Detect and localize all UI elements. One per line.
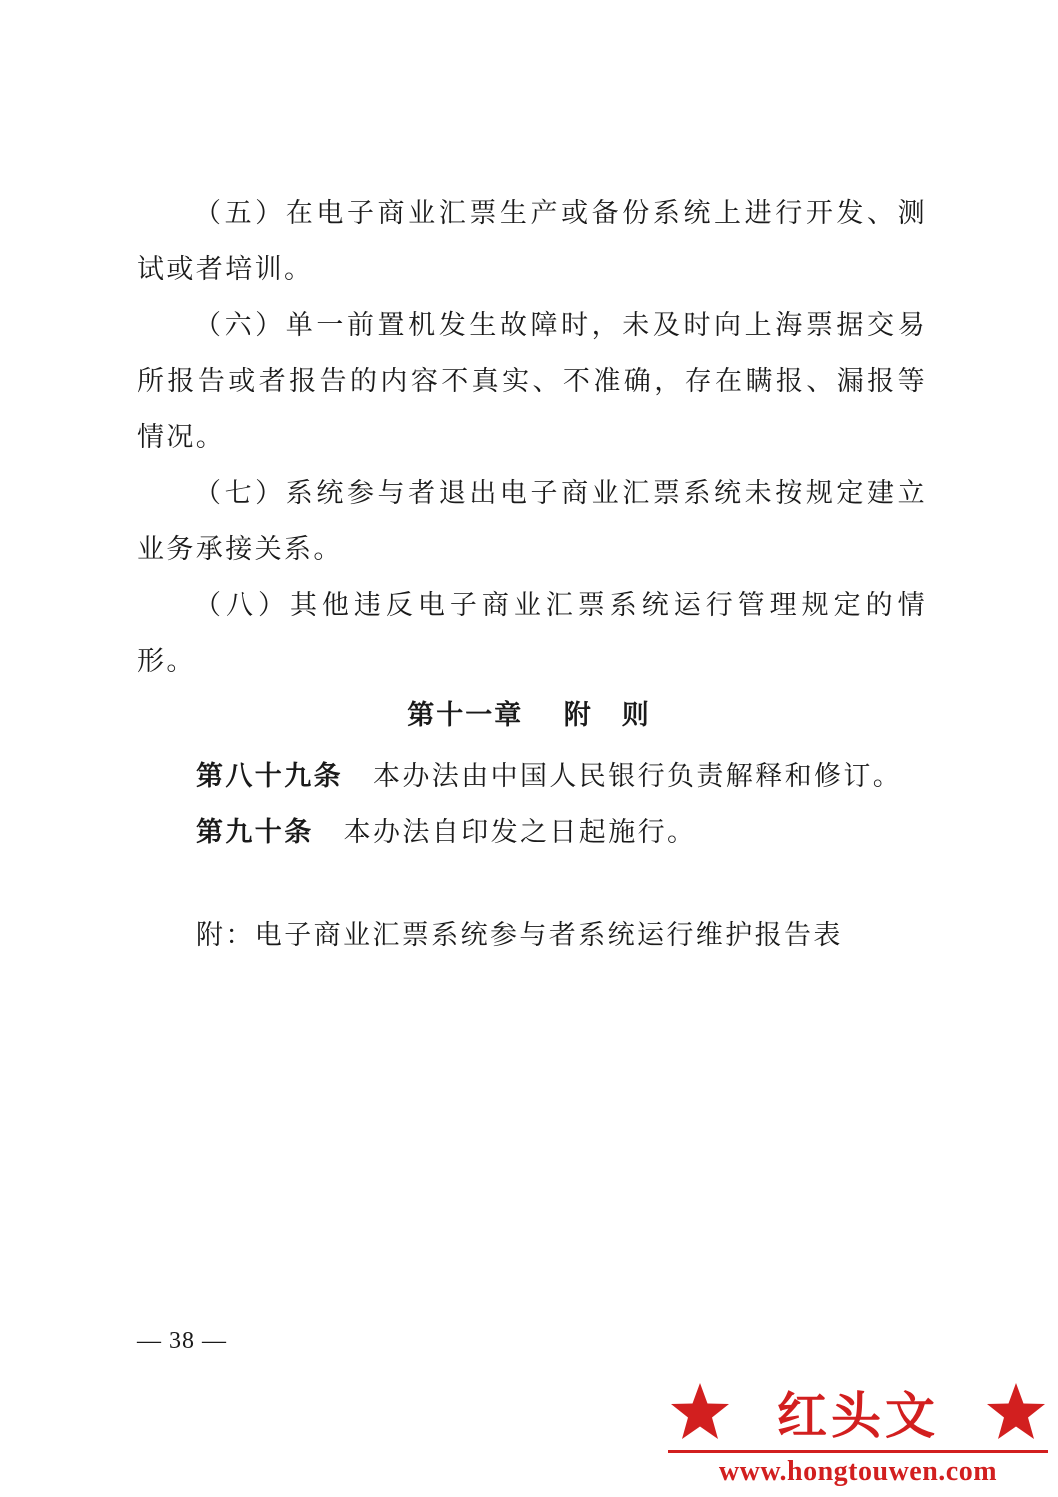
article-89: [196, 754, 902, 793]
watermark-divider: [668, 1450, 1048, 1453]
article-clauses: [137, 186, 927, 690]
clause-paragraph: （五）在电子商业汇票生产或备份系统上进行开发、测试或者培训。: [137, 198, 927, 285]
article-90: [196, 810, 696, 849]
watermark-title: 红头文: [777, 1386, 939, 1445]
watermark-title-row: [668, 1380, 1048, 1444]
chapter-heading: 第十一章 附 则: [407, 700, 651, 731]
clause-paragraph: （六）单一前置机发生故障时，未及时向上海票据交易所报告或者报告的内容不真实、不准确，存在瞒报、漏报等情况。: [137, 310, 927, 453]
star-icon: [668, 1380, 732, 1444]
attachment-note: 附：电子商业汇票系统参与者系统运行维护报告表: [196, 920, 843, 951]
article-number: 第八十九条: [196, 761, 343, 792]
article-text: 本办法由中国人民银行负责解释和修订。: [373, 761, 903, 792]
article-text: 本办法自印发之日起施行。: [343, 817, 697, 848]
article-number: 第九十条: [196, 817, 314, 848]
page-number: — 38 —: [137, 1328, 227, 1354]
watermark-logo: [668, 1380, 1048, 1490]
watermark-url: www.hongtouwen.com: [718, 1456, 998, 1487]
clause-paragraph: （八）其他违反电子商业汇票系统运行管理规定的情形。: [137, 590, 927, 677]
clause-paragraph: （七）系统参与者退出电子商业汇票系统未按规定建立业务承接关系。: [137, 478, 927, 565]
star-icon: [984, 1380, 1048, 1444]
